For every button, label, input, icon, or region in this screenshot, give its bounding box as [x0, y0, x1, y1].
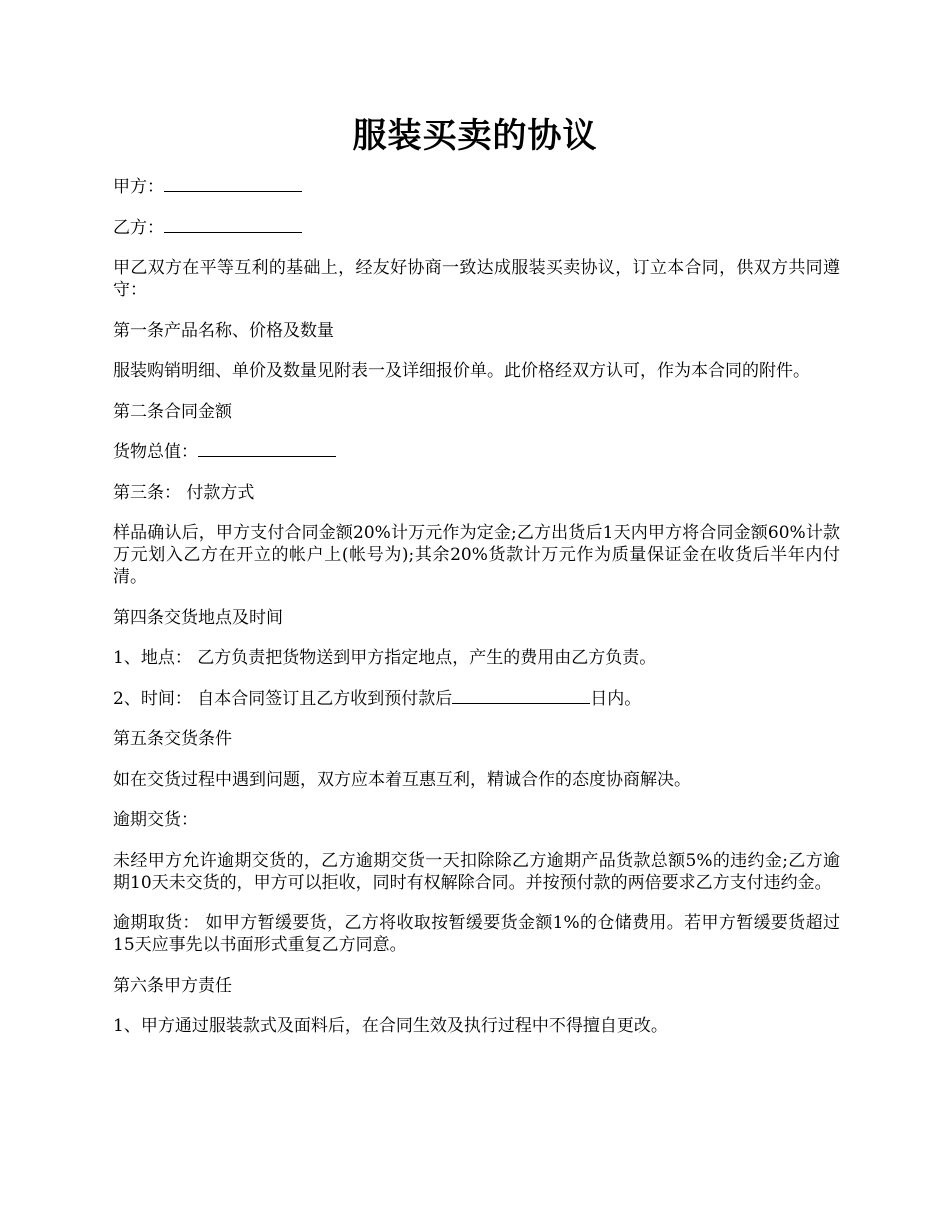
- article2-heading: 第二条合同金额: [113, 401, 232, 422]
- article6-heading: 第六条甲方责任: [113, 975, 232, 996]
- goods-value-label: 货物总值：: [113, 442, 198, 462]
- article5-body: 如在交货过程中遇到问题，双方应本着互惠互利，精诚合作的态度协商解决。: [113, 769, 691, 790]
- article1-body: 服装购销明细、单价及数量见附表一及详细报价单。此价格经双方认可，作为本合同的附件。: [113, 361, 810, 381]
- party-a-blank: [164, 176, 302, 192]
- late-delivery-heading: 逾期交货：: [113, 810, 198, 830]
- party-b-blank: [164, 217, 302, 233]
- article3-body: 样品确认后，甲方支付合同金额20%计万元作为定金;乙方出货后1天内甲方将合同金额60%计款万元划入乙方在开立的帐户上(帐号为);其余20%货款计万元作为质量保证金在收货后半年内付清。: [113, 523, 840, 587]
- goods-value-blank: [198, 441, 336, 457]
- late-delivery-body: 未经甲方允许逾期交货的，乙方逾期交货一天扣除除乙方逾期产品货款总额5%的违约金;乙方逾期10天未交货的，甲方可以拒收，同时有权解除合同。并按预付款的两倍要求乙方支付违约金。: [113, 850, 840, 893]
- article6-item1: 1、甲方通过服装款式及面料后，在合同生效及执行过程中不得擅自更改。: [113, 1016, 668, 1036]
- delivery-days-blank: [452, 688, 590, 704]
- article1-heading: 第一条产品名称、价格及数量: [113, 320, 334, 341]
- document-body: [113, 176, 840, 1056]
- document-title: 服装买卖的协议: [352, 116, 598, 156]
- article3-heading: 第三条： 付款方式: [113, 482, 255, 503]
- article4-heading: 第四条交货地点及时间: [113, 607, 283, 628]
- party-b-label: 乙方：: [113, 217, 164, 238]
- intro-paragraph: 甲乙双方在平等互利的基础上，经友好协商一致达成服装买卖协议，订立本合同，供双方共同遵守：: [113, 258, 840, 300]
- party-a-label: 甲方：: [113, 177, 164, 197]
- goods-value-line: [113, 441, 840, 463]
- article4-item2: [113, 688, 840, 710]
- article5-heading: 第五条交货条件: [113, 729, 232, 749]
- late-pickup-body: 逾期取货： 如甲方暂缓要货，乙方将收取按暂缓要货金额1%的仓储费用。若甲方暂缓要货超过15天应事先以书面形式重复乙方同意。: [113, 913, 840, 955]
- article4-item2-suffix: 日内。: [590, 688, 642, 709]
- article4-item2-prefix: 2、时间： 自本合同签订且乙方收到预付款后: [113, 688, 453, 709]
- party-b-line: [113, 217, 840, 239]
- article4-item1: 1、地点： 乙方负责把货物送到甲方指定地点，产生的费用由乙方负责。: [113, 648, 657, 668]
- party-a-line: [113, 176, 840, 198]
